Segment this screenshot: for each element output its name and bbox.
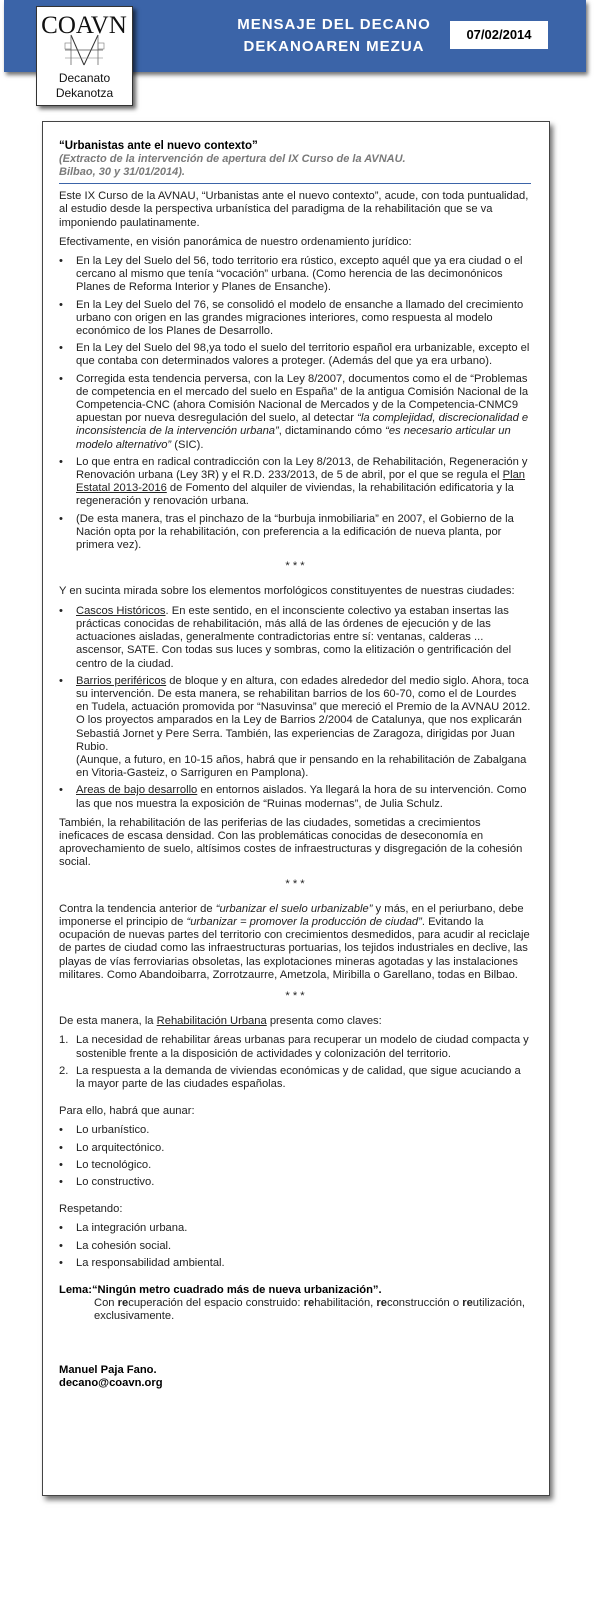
article-title: “Urbanistas ante el nuevo contexto” [59,140,258,152]
legal-lead: Efectivamente, en visión panorámica de nuestro ordenamiento jurídico: [59,235,412,248]
list-item [59,1034,531,1060]
list-item-text: Lo que entra en radical contradicción con la Ley 8/2013, de Rehabilitación, Regeneración y Renovación urbana (Ley 3R) y el R.D. 233/2013, de 5 de abril, por el que se regula el [76,455,528,482]
signature-email[interactable]: decano@coavn.org [59,1376,163,1389]
list-item-text: La cohesión social. [76,1239,172,1252]
list-item-text: La responsabilidad ambiental. [76,1256,225,1269]
respetando-lead: Respetando: [59,1203,123,1216]
bullet-icon: • [59,674,63,687]
section-separator: * * * [285,989,305,1002]
lema-text-part: construcción o [386,1297,463,1310]
bullet-icon: • [59,298,63,311]
lema-explanation [59,1297,531,1323]
legal-list [59,255,531,552]
header-title-es: MENSAJE DEL DECANO [237,16,431,33]
bullet-icon: • [59,1222,63,1235]
coavn-logo-icon [41,9,127,67]
list-item [59,513,531,553]
list-item [59,1222,531,1235]
list-item-note: (Aunque, a futuro, en 10-15 años, habrá que ir pensando en la rehabilitación de Zabalgana en Vitoria-Gasteiz, o Sarriguren en Pamplona). [76,753,527,780]
list-item [59,1124,531,1137]
aunar-list [59,1124,531,1189]
list-item-text: Lo arquitectónico. [76,1141,165,1154]
list-item [59,1159,531,1172]
paragraph-text: Contra la tendencia anterior de [59,902,216,915]
list-item [59,255,531,295]
periphery-paragraph: También, la rehabilitación de las periferias de las ciudades, sometidas a crecimientos ineficaces de escasa densidad. Con las problemáticas conocidas de deseconomía en aprovechamiento de suelo, altísimos costes de infraestructuras y disgregación de la cohesión social. [59,816,523,869]
list-item-text: Corregida esta tendencia perversa, con la Ley 8/2007, documentos como el de “Problemas de competencia en el mercado del suelo en España” de la antigua Comisión Nacional de la Competencia-CNC (ahora Comisión Nacional de Mercados y de la Competencia-CNMC9 apuestan por nueva desregulación del suelo, al detectar [76,372,529,425]
lema-text-part: Con [94,1297,118,1310]
list-item-text: de bloque y en altura, con edades alrededor del medio siglo. Ahora, toca su intervención. De esta manera, se rehabilitan barrios de los 60-70, como el de Lourdes en Tudela, actuación promovida por “Nasuvinsa” que mereció el Premio de la AVNAU 2012. O los proyectos amparados en la Ley de Barrios 2/2004 de Catalunya, que nos explicarán Sebastiá Jornet y Pere Serra. También, las experiencias de Zaragoza, dirigidas por Juan Rubio. [76,674,531,753]
re-emphasis: re [462,1297,473,1310]
lema-line [59,1284,531,1297]
list-item [59,373,531,452]
bullet-icon: • [59,1239,63,1252]
title-divider [59,183,531,184]
section-separator: * * * [285,560,305,573]
list-item-text: Lo constructivo. [76,1176,155,1188]
respetando-list [59,1222,531,1270]
lema-text-part: utilización, exclusivamente. [94,1297,526,1323]
bullet-icon: • [59,604,63,617]
logo-box [36,6,133,106]
bullet-icon: • [59,255,63,268]
morph-list [59,605,531,811]
bullet-icon: • [59,372,63,385]
list-item-text: , dictaminando cómo [278,425,386,438]
list-item-text: Lo tecnológico. [76,1158,152,1171]
list-item [59,1142,531,1155]
aunar-lead: Para ello, habrá que aunar: [59,1105,195,1118]
intro-paragraph: Este IX Curso de la AVNAU, “Urbanistas ante el nuevo contexto”, acude, con toda puntualidad, al estudio desde la perspectiva urbanística del paradigma de la rehabilitación que se va imponiendo paulatinamente. [59,190,529,229]
article-subtitle [59,153,531,179]
list-item-text: de Fomento del alquiler de viviendas, la rehabilitación edificatoria y la regeneración y renovación urbana. [76,482,514,508]
header-title-eu: DEKANOAREN MEZUA [243,38,425,55]
list-number: 1. [59,1034,69,1047]
bullet-icon: • [59,1158,63,1171]
section-separator: * * * [285,877,305,890]
cascos-historicos-term: Cascos Históricos [76,604,166,617]
bullet-icon: • [59,1141,63,1154]
lema-text-part: habilitación, [314,1297,377,1310]
list-item [59,456,531,509]
areas-bajo-desarrollo-term: Areas de bajo desarrollo [76,784,198,797]
bullet-icon: • [59,1124,63,1137]
list-item-text: (SIC). [171,438,204,451]
list-item [59,675,531,781]
list-item [59,1176,531,1189]
list-item [59,342,531,368]
article-subtitle-line1: (Extracto de la intervención de apertura del IX Curso de la AVNAU. [59,153,406,166]
barrios-perifericos-term: Barrios periféricos [76,674,167,687]
re-emphasis: re [117,1297,129,1310]
svg-text:COAVN: COAVN [41,12,127,39]
list-item-text: En la Ley del Suelo del 76, se consolidó el modelo de ensanche a llamado del crecimiento urbano con origen en las grandes migraciones interiores, como respuesta al modelo económico de los Planes de Desarrollo. [76,298,524,338]
list-item-text: En la Ley del Suelo del 98,ya todo el suelo del territorio español era urbanizable, excepto el que contaba con determinados valores a proteger. (Además del que ya era urbano). [76,342,530,368]
rehabilitacion-urbana-term: Rehabilitación Urbana [156,1015,267,1028]
list-item-text: La necesidad de rehabilitar áreas urbanas para recuperar un modelo de ciudad compacta y sostenible frente a la disposición de actividades y colonización del territorio. [76,1034,529,1060]
list-item-text: (De esta manera, tras el pinchazo de la “burbuja inmobiliaria” en 2007, el Gobierno de la Nación opta por la rehabilitación, con preferencia a la edificación de nueva planta, por primera vez). [76,512,514,552]
bullet-icon: • [59,342,63,355]
paragraph-text: . Evitando la ocupación de nuevas partes del territorio con crecimientos desmedidos, para acudir al reciclaje de partes de ciudad como las infraestructuras portuarias, los tejidos industriales en declive, las playas de vías ferroviarias obsoletas, las explotaciones mineras agotadas y las instalaciones militares. Como Abandoibarra, Zorrotzaurre, Ametzola, Miribilla o Garellano, todas en Bilbao. [59,915,530,981]
morph-lead: Y en sucinta mirada sobre los elementos morfológicos constituyentes de nuestras ciudades: [59,585,515,598]
list-item [59,299,531,339]
article-subtitle-line2: Bilbao, 30 y 31/01/2014). [59,166,185,179]
lema-label: Lema: [59,1284,92,1297]
quote-alternative-model: “es necesario articular un modelo alternativo” [76,425,511,451]
list-item-text: La integración urbana. [76,1222,188,1235]
plan-estatal-link: Plan Estatal 2013-2016 [76,469,526,495]
lema-text: “Ningún metro cuadrado más de nueva urbanización”. [91,1284,382,1297]
re-emphasis: re [376,1297,387,1310]
list-item-text: En la Ley del Suelo del 56, todo territorio era rústico, excepto aquél que ya era ciudad o el cercano al mismo que tenía “vocación” urbana. (Como herencia de las decimonónicos Planes de Reforma Interior y Planes de Ensanche). [76,255,523,294]
date-badge: 07/02/2014 [450,21,548,49]
list-item [59,1240,531,1253]
quote-complexity: “la complejidad, discrecionalidad e inconsistencia de la intervención urbana” [76,412,529,438]
keys-list [59,1034,531,1091]
lema-text-part: cuperación del espacio construido: [128,1297,304,1310]
claves-lead [59,1015,531,1028]
article-panel [42,121,550,1496]
paragraph-text: presenta como claves: [266,1015,382,1028]
article-content [59,140,531,1390]
list-item-text: . En este sentido, en el inconsciente colectivo ya estaban insertas las prácticas conocidas de rehabilitación, más allá de las órdenes de ejecución y de las actuaciones aisladas, generalmente contradictorias entre sí: ventanas, calderas ... ascensor, SATE. Con todas sus luces y sombras, como la elitización o gentrificación del centro de la ciudad. [76,604,512,670]
bullet-icon: • [59,1256,63,1269]
logo-caption-es: Decanato [58,71,111,85]
paragraph-text: De esta manera, la [59,1015,157,1028]
paragraph-text: y más, en el periurbano, debe imponerse el principio de [59,902,524,928]
list-item-text: en entornos aislados. Ya llegará la hora de su intervención. Como las que nos muestra la exposición de “Ruinas modernas”, de Julia Schulz. [76,784,527,810]
quote-urbanizar-suelo: “urbanizar el suelo urbanizable” [215,902,373,915]
quote-producir-ciudad: “urbanizar = promover la producción de ciudad” [186,915,422,928]
logo-caption-eu: Dekanotza [55,86,114,100]
list-item-text: Lo urbanístico. [76,1124,150,1137]
list-item [59,784,531,810]
list-item [59,1065,531,1091]
bullet-icon: • [59,784,63,797]
signature-name: Manuel Paja Fano. [59,1363,157,1376]
logo-caption [37,71,132,101]
bullet-icon: • [59,1176,63,1188]
list-item [59,605,531,671]
list-item [59,1257,531,1270]
list-number: 2. [59,1064,69,1077]
contra-paragraph [59,903,531,982]
list-item-text: La respuesta a la demanda de viviendas económicas y de calidad, que sigue acuciando a la mayor parte de las ciudades españolas. [76,1064,521,1090]
re-emphasis: re [303,1297,315,1310]
bullet-icon: • [59,455,63,468]
bullet-icon: • [59,512,63,525]
header-titles [194,14,474,58]
